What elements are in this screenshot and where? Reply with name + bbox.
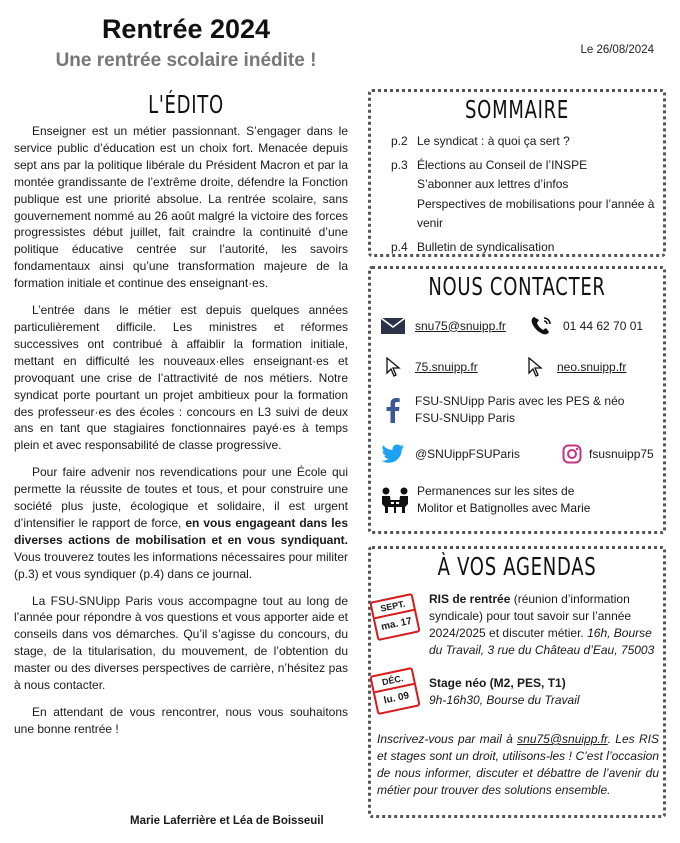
twitter-handle[interactable]: @SNUippFSUParis <box>415 446 520 461</box>
event-title: Stage néo (M2, PES, T1) <box>429 676 566 690</box>
site-row <box>379 357 478 377</box>
permanence-text: Molitor et Batignolles avec Marie <box>417 501 591 515</box>
sommaire-box <box>368 89 666 257</box>
badge-day: lu. 09 <box>382 690 411 707</box>
badge-month: DÉC. <box>372 669 414 693</box>
edito-paragraph-2: L’entrée dans le métier est depuis quelques années particulièrement difficile. Les ministres et réformes successives ont contribué à affaiblir la formation initiale, mettant en difficulté les nouveaux·elles enseignant·es et provoquant une crise de l’attractivité de nos métiers. Notre syndicat porte pourtant un projet ambitieux pour la formation des professeur·es des écoles : concours en L3 suivi de deux ans en tant que stagiaires fonctionnaires payé·es à temps plein et avec responsabilité de classe progressive. <box>14 303 348 453</box>
edito-heading-wrap <box>0 90 372 119</box>
cursor-icon <box>521 357 549 377</box>
edito-paragraph-3 <box>14 464 348 582</box>
instagram-row <box>561 444 654 464</box>
event-place: 9h-16h30, Bourse du Travail <box>429 693 580 707</box>
edito-heading: L'ÉDITO <box>148 90 224 119</box>
contact-box <box>368 266 666 534</box>
email-row <box>379 317 506 335</box>
edito-paragraph-4: La FSU-SNUipp Paris vous accompagne tout au long de l’année pour répondre à vos questions et vous apporter aide et conseils dans vos démarches. Qu’il s’agisse du concours, du stage, de la titularisation, du mouvement, de l’obtention du master ou des diverses perspectives de carrière, n’hésitez pas à nous contacter. <box>14 593 348 693</box>
page-title: Rentrée 2024 <box>101 14 271 44</box>
event-description <box>429 591 661 659</box>
twitter-icon <box>379 444 407 464</box>
sommaire-heading: SOMMAIRE <box>465 95 569 124</box>
sommaire-item-text: S’abonner aux lettres d’infos <box>417 177 569 191</box>
sommaire-item[interactable] <box>391 238 661 258</box>
sommaire-list <box>391 132 661 257</box>
edito-text <box>14 123 348 740</box>
sommaire-page: p.3 <box>391 157 408 172</box>
edito-paragraph-5: En attendant de vous rencontrer, nous vous souhaitons une bonne rentrée ! <box>14 705 348 736</box>
meeting-icon <box>379 486 411 514</box>
agenda-footer <box>377 731 659 799</box>
phone-row <box>527 315 643 337</box>
badge-month: SEPT. <box>372 595 414 619</box>
cursor-icon <box>379 357 407 377</box>
footer-text-start: Inscrivez-vous par mail à <box>377 732 518 746</box>
phone-icon <box>527 315 555 337</box>
date-badge <box>369 593 420 641</box>
facebook-page[interactable]: FSU-SNUipp Paris <box>415 411 516 425</box>
phone-number: 01 44 62 70 01 <box>563 318 644 333</box>
issue-date: Le 26/08/2024 <box>580 44 654 56</box>
facebook-icon <box>379 397 407 423</box>
permanence-row <box>379 483 590 517</box>
edito-p3-end: Vous trouverez toutes les informations nécessaires pour militer (p.3) et vous syndiquer (p.4) dans ce journal. <box>14 549 348 581</box>
envelope-icon <box>379 317 407 335</box>
event-place: 16h, Bourse du Travail, 3 rue du Château d’Eau, 75003 <box>429 626 655 657</box>
facebook-row <box>379 393 624 427</box>
sommaire-page: p.2 <box>391 134 408 148</box>
event-title: RIS de rentrée <box>429 592 511 606</box>
facebook-page[interactable]: FSU-SNUipp Paris avec les PES & néo <box>415 394 625 408</box>
instagram-icon <box>561 444 583 464</box>
sommaire-item-text: Perspectives de mobilisations pour l’année à venir <box>417 196 655 230</box>
permanence-text: Permanences sur les sites de <box>417 484 575 498</box>
footer-email-link[interactable]: snu75@snuipp.fr <box>517 732 608 746</box>
sommaire-item[interactable] <box>391 132 661 152</box>
edito-paragraph-1: Enseigner est un métier passionnant. S’engager dans le service public d’éducation est un choix fort. Menacée depuis sept ans par la politique libérale du Président Macron et par la montée grandissante de l’extrême droite, défendre la Fonction publique est une priorité absolue. La rentrée scolaire, sans gouvernement nommé au 26 août malgré la victoire des forces progressistes début juillet, fait craindre la continuité d’une politique éducative centrée sur l’autorité, les savoirs fondamentaux ainsi qu’une transformation majeure de la formation initiale et continue des enseignant·es. <box>14 124 348 291</box>
sommaire-item[interactable] <box>391 156 661 234</box>
sommaire-item-text: Bulletin de syndicalisation <box>417 239 555 254</box>
agenda-heading: À VOS AGENDAS <box>437 552 597 581</box>
sommaire-item-text: Élections au Conseil de l’INSPE <box>417 157 588 172</box>
sommaire-page: p.4 <box>391 239 408 254</box>
email-link[interactable]: snu75@snuipp.fr <box>415 318 506 333</box>
agenda-box <box>368 546 666 818</box>
edito-signature: Marie Laferrière et Léa de Boisseuil <box>130 815 324 827</box>
badge-day: ma. 17 <box>380 615 413 633</box>
edito-p3-bold: en vous engageant dans les diverses actions de mobilisation et en vous syndiquant. <box>14 515 348 547</box>
date-badge <box>369 667 420 715</box>
instagram-handle[interactable]: fsusnuipp75 <box>589 446 654 461</box>
sommaire-item-text: Le syndicat : à quoi ça sert ? <box>417 134 570 148</box>
site-link-neo[interactable]: neo.snuipp.fr <box>557 359 627 374</box>
site-row <box>521 357 626 377</box>
footer-text-end: . Les RIS et stages sont un droit, utilisons-les ! C’est l’occasion de nous informer, discuter et débattre de l’avenir du métier pour trouver des solutions ensemble. <box>377 732 660 797</box>
event-desc: (réunion d’information syndicale) pour tout savoir sur l’année 2024/2025 et discuter métier. <box>429 592 632 640</box>
site-link-75[interactable]: 75.snuipp.fr <box>415 359 478 374</box>
page-subtitle: Une rentrée scolaire inédite ! <box>55 50 317 71</box>
edito-p3-start: Pour faire advenir nos revendications pour une École qui permette la réussite de toutes et tous, et pour construire une société plus juste, écologique et solidaire, il est urgent d’intensifier le rapport de force, <box>14 465 348 530</box>
event-description <box>429 675 661 709</box>
twitter-row <box>379 444 520 464</box>
contact-heading: NOUS CONTACTER <box>428 272 606 301</box>
